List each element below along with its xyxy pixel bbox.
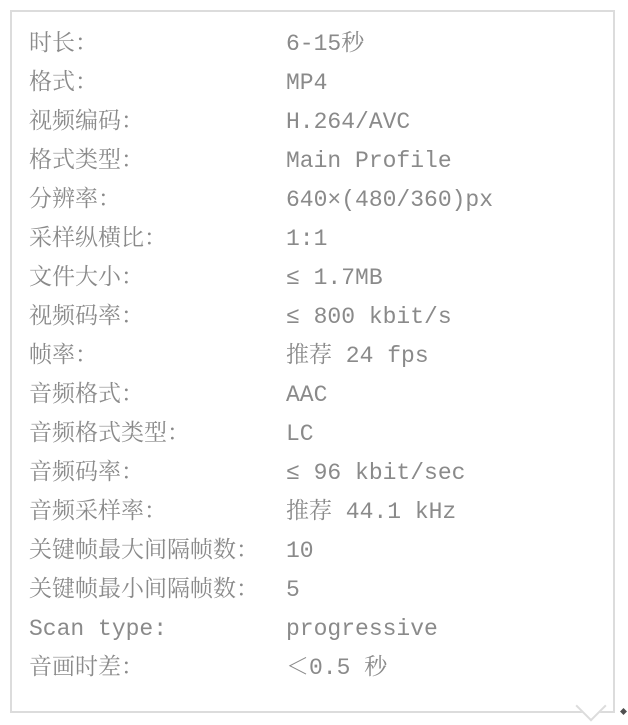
- spec-table: [12, 12, 613, 688]
- spec-value: 5: [286, 577, 300, 603]
- spec-row: [29, 259, 613, 298]
- spec-row: [29, 181, 613, 220]
- spec-row: [29, 64, 613, 103]
- spec-label: 分辨率：: [29, 187, 121, 213]
- spec-label: Scan type:: [29, 616, 168, 642]
- spec-value: ≤ 1.7MB: [286, 265, 383, 291]
- spec-row: [29, 610, 613, 649]
- spec-row: [29, 25, 613, 64]
- spec-label: 音频格式类型：: [29, 421, 190, 447]
- spec-label: 音频采样率：: [29, 499, 167, 525]
- spec-value: ≤ 800 kbit/s: [286, 304, 452, 330]
- spec-value: 1:1: [286, 226, 328, 252]
- spec-value: 推荐 24 fps: [286, 343, 429, 369]
- spec-label: 关键帧最小间隔帧数：: [29, 577, 259, 603]
- spec-row: [29, 415, 613, 454]
- spec-label: 关键帧最大间隔帧数：: [29, 538, 259, 564]
- spec-row: [29, 142, 613, 181]
- spec-label: 采样纵横比：: [29, 226, 167, 252]
- spec-value: ≤ 96 kbit/sec: [286, 460, 466, 486]
- spec-row: [29, 571, 613, 610]
- spec-label: 时长：: [29, 31, 98, 57]
- spec-label: 文件大小：: [29, 265, 144, 291]
- spec-label: 格式类型：: [29, 148, 144, 174]
- spec-row: [29, 220, 613, 259]
- video-spec-tooltip: [10, 10, 615, 713]
- spec-row: [29, 493, 613, 532]
- spec-row: [29, 376, 613, 415]
- spec-row: [29, 337, 613, 376]
- spec-label: 视频编码：: [29, 109, 144, 135]
- spec-row: [29, 532, 613, 571]
- spec-label: 音画时差：: [29, 655, 144, 681]
- spec-value: 10: [286, 538, 314, 564]
- spec-row: [29, 298, 613, 337]
- spec-label: 视频码率：: [29, 304, 144, 330]
- spec-value: 6-15秒: [286, 31, 365, 57]
- spec-value: MP4: [286, 70, 328, 96]
- spec-value: 推荐 44.1 kHz: [286, 499, 457, 525]
- spec-value: Main Profile: [286, 148, 452, 174]
- tooltip-tail-icon: [575, 690, 606, 721]
- spec-value: H.264/AVC: [286, 109, 411, 135]
- spec-label: 帧率：: [29, 343, 98, 369]
- spec-value: AAC: [286, 382, 328, 408]
- spec-value: LC: [286, 421, 314, 447]
- spec-row: [29, 103, 613, 142]
- spec-label: 音频码率：: [29, 460, 144, 486]
- spec-value: progressive: [286, 616, 438, 642]
- spec-label: 格式：: [29, 70, 98, 96]
- cursor-artifact-icon: [620, 708, 627, 715]
- spec-label: 音频格式：: [29, 382, 144, 408]
- spec-row: [29, 454, 613, 493]
- spec-value: 640×(480/360)px: [286, 187, 494, 213]
- spec-value: ＜0.5 秒: [286, 655, 388, 681]
- spec-row: [29, 649, 613, 688]
